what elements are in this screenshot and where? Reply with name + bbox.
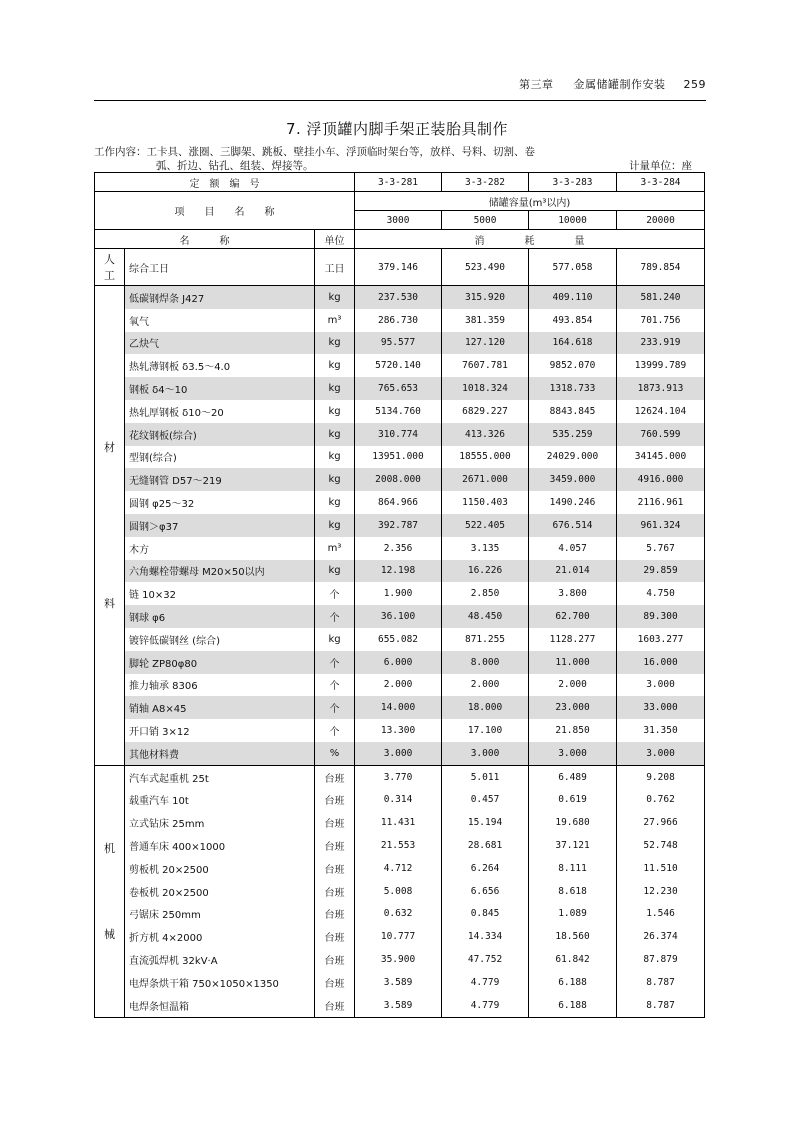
consumption-value: 1.546 bbox=[617, 903, 705, 926]
item-unit: 台班 bbox=[315, 880, 355, 903]
consumption-value: 3.770 bbox=[355, 765, 442, 788]
item-name: 卷板机 20×2500 bbox=[125, 880, 315, 903]
consumption-value: 36.100 bbox=[355, 605, 442, 628]
material-row bbox=[95, 582, 705, 605]
consumption-value: 3.135 bbox=[442, 537, 529, 560]
chapter-label: 第三章 bbox=[519, 78, 554, 91]
material-row bbox=[95, 423, 705, 446]
item-name: 推力轴承 8306 bbox=[125, 674, 315, 697]
item-name: 木方 bbox=[125, 537, 315, 560]
consumption-value: 5.008 bbox=[355, 880, 442, 903]
consumption-value: 34145.000 bbox=[617, 446, 705, 469]
consumption-value: 765.653 bbox=[355, 377, 442, 400]
consumption-value: 522.405 bbox=[442, 514, 529, 537]
machine-row bbox=[95, 857, 705, 880]
consumption-value: 237.530 bbox=[355, 286, 442, 309]
machine-row bbox=[95, 834, 705, 857]
item-unit: kg bbox=[315, 377, 355, 400]
consumption-value: 3.589 bbox=[355, 994, 442, 1017]
consumption-value: 3.000 bbox=[442, 742, 529, 765]
machine-row bbox=[95, 994, 705, 1017]
capacity-value: 5000 bbox=[442, 211, 529, 230]
consumption-value: 8.111 bbox=[529, 857, 617, 880]
machine-row bbox=[95, 948, 705, 971]
item-unit: 个 bbox=[315, 674, 355, 697]
work-content-label: 工作内容： bbox=[94, 146, 147, 158]
material-row bbox=[95, 628, 705, 651]
category-char: 人 bbox=[104, 253, 115, 266]
item-unit: 个 bbox=[315, 582, 355, 605]
consumption-value: 701.756 bbox=[617, 309, 705, 332]
consumption-value: 19.680 bbox=[529, 811, 617, 834]
column-header-consumption: 消 耗 量 bbox=[355, 230, 705, 249]
consumption-value: 871.255 bbox=[442, 628, 529, 651]
consumption-value: 1128.277 bbox=[529, 628, 617, 651]
quota-code-row bbox=[95, 173, 705, 192]
consumption-value: 676.514 bbox=[529, 514, 617, 537]
consumption-value: 961.324 bbox=[617, 514, 705, 537]
item-unit: kg bbox=[315, 423, 355, 446]
running-head bbox=[94, 76, 706, 92]
material-row bbox=[95, 696, 705, 719]
item-name: 其他材料费 bbox=[125, 742, 315, 765]
material-row bbox=[95, 651, 705, 674]
consumption-value: 8.000 bbox=[442, 651, 529, 674]
consumption-value: 3459.000 bbox=[529, 468, 617, 491]
item-unit: kg bbox=[315, 446, 355, 469]
consumption-value: 6.000 bbox=[355, 651, 442, 674]
material-row bbox=[95, 377, 705, 400]
item-unit: 个 bbox=[315, 696, 355, 719]
consumption-value: 2116.961 bbox=[617, 491, 705, 514]
consumption-value: 48.450 bbox=[442, 605, 529, 628]
item-name: 立式钻床 25mm bbox=[125, 811, 315, 834]
consumption-value: 310.774 bbox=[355, 423, 442, 446]
labor-row bbox=[95, 249, 705, 286]
consumption-value: 21.553 bbox=[355, 834, 442, 857]
consumption-value: 4.779 bbox=[442, 971, 529, 994]
item-unit: kg bbox=[315, 400, 355, 423]
capacity-label-row bbox=[95, 192, 705, 211]
item-name: 普通车床 400×1000 bbox=[125, 834, 315, 857]
machine-row bbox=[95, 811, 705, 834]
item-name: 电焊条烘干箱 750×1050×1350 bbox=[125, 971, 315, 994]
consumption-value: 16.000 bbox=[617, 651, 705, 674]
item-name: 钢板 δ4～10 bbox=[125, 377, 315, 400]
item-unit: 个 bbox=[315, 605, 355, 628]
item-name: 折方机 4×2000 bbox=[125, 925, 315, 948]
work-content-line2: 弧、折边、钻孔、组装、焊接等。 bbox=[156, 160, 314, 172]
column-header-row bbox=[95, 230, 705, 249]
material-row bbox=[95, 491, 705, 514]
item-unit: kg bbox=[315, 468, 355, 491]
consumption-value: 4916.000 bbox=[617, 468, 705, 491]
consumption-value: 95.577 bbox=[355, 332, 442, 355]
material-row bbox=[95, 674, 705, 697]
consumption-value: 1490.246 bbox=[529, 491, 617, 514]
item-unit: m³ bbox=[315, 309, 355, 332]
consumption-value: 0.314 bbox=[355, 789, 442, 812]
consumption-value: 233.919 bbox=[617, 332, 705, 355]
quota-code: 3-3-284 bbox=[617, 173, 705, 192]
consumption-value: 29.859 bbox=[617, 560, 705, 583]
consumption-value: 11.000 bbox=[529, 651, 617, 674]
consumption-value: 0.845 bbox=[442, 903, 529, 926]
consumption-value: 381.359 bbox=[442, 309, 529, 332]
machine-row bbox=[95, 971, 705, 994]
item-name-label: 项 目 名 称 bbox=[95, 192, 355, 230]
capacity-value: 10000 bbox=[529, 211, 617, 230]
item-unit: 台班 bbox=[315, 903, 355, 926]
consumption-value: 2.850 bbox=[442, 582, 529, 605]
item-unit: kg bbox=[315, 560, 355, 583]
item-name: 圆钢＞φ37 bbox=[125, 514, 315, 537]
item-unit: 台班 bbox=[315, 765, 355, 788]
quota-code: 3-3-281 bbox=[355, 173, 442, 192]
consumption-value: 13999.789 bbox=[617, 354, 705, 377]
consumption-value: 3.589 bbox=[355, 971, 442, 994]
item-unit: % bbox=[315, 742, 355, 765]
material-category bbox=[95, 286, 125, 766]
consumption-value: 52.748 bbox=[617, 834, 705, 857]
column-header-name: 名 称 bbox=[95, 230, 315, 249]
item-name: 综合工日 bbox=[125, 249, 315, 286]
consumption-value: 11.431 bbox=[355, 811, 442, 834]
item-unit: 台班 bbox=[315, 834, 355, 857]
consumption-value: 2.000 bbox=[529, 674, 617, 697]
labor-category bbox=[95, 249, 125, 286]
machine-row bbox=[95, 789, 705, 812]
section-label: 金属储罐制作安装 bbox=[573, 78, 666, 91]
consumption-value: 581.240 bbox=[617, 286, 705, 309]
item-unit: kg bbox=[315, 491, 355, 514]
consumption-value: 5134.760 bbox=[355, 400, 442, 423]
consumption-value: 1318.733 bbox=[529, 377, 617, 400]
item-name: 开口销 3×12 bbox=[125, 719, 315, 742]
category-char: 械 bbox=[104, 928, 115, 942]
capacity-value: 3000 bbox=[355, 211, 442, 230]
capacity-label: 储罐容量(m³以内) bbox=[355, 192, 705, 211]
consumption-value: 864.966 bbox=[355, 491, 442, 514]
category-char: 料 bbox=[104, 597, 115, 611]
consumption-value: 0.619 bbox=[529, 789, 617, 812]
item-unit: 个 bbox=[315, 651, 355, 674]
consumption-value: 14.334 bbox=[442, 925, 529, 948]
consumption-value: 1.089 bbox=[529, 903, 617, 926]
item-name: 脚轮 ZP80φ80 bbox=[125, 651, 315, 674]
consumption-value: 61.842 bbox=[529, 948, 617, 971]
item-unit: 个 bbox=[315, 719, 355, 742]
consumption-value: 87.879 bbox=[617, 948, 705, 971]
consumption-value: 11.510 bbox=[617, 857, 705, 880]
consumption-value: 17.100 bbox=[442, 719, 529, 742]
consumption-value: 577.058 bbox=[529, 249, 617, 286]
consumption-value: 315.920 bbox=[442, 286, 529, 309]
consumption-value: 4.712 bbox=[355, 857, 442, 880]
consumption-value: 8.787 bbox=[617, 994, 705, 1017]
consumption-value: 5.011 bbox=[442, 765, 529, 788]
consumption-value: 1873.913 bbox=[617, 377, 705, 400]
consumption-value: 4.779 bbox=[442, 994, 529, 1017]
item-unit: kg bbox=[315, 628, 355, 651]
consumption-value: 392.787 bbox=[355, 514, 442, 537]
consumption-value: 15.194 bbox=[442, 811, 529, 834]
consumption-value: 9852.070 bbox=[529, 354, 617, 377]
item-name: 型钢(综合) bbox=[125, 446, 315, 469]
consumption-value: 21.014 bbox=[529, 560, 617, 583]
consumption-value: 21.850 bbox=[529, 719, 617, 742]
consumption-value: 2.000 bbox=[442, 674, 529, 697]
consumption-value: 1603.277 bbox=[617, 628, 705, 651]
consumption-value: 127.120 bbox=[442, 332, 529, 355]
machine-row bbox=[95, 903, 705, 926]
header-rule bbox=[94, 100, 706, 101]
consumption-value: 3.000 bbox=[617, 742, 705, 765]
item-name: 无缝钢管 D57～219 bbox=[125, 468, 315, 491]
item-name: 直流弧焊机 32kV·A bbox=[125, 948, 315, 971]
consumption-value: 0.762 bbox=[617, 789, 705, 812]
consumption-value: 7607.781 bbox=[442, 354, 529, 377]
item-name: 电焊条恒温箱 bbox=[125, 994, 315, 1017]
consumption-value: 1018.324 bbox=[442, 377, 529, 400]
quota-code-label: 定 额 编 号 bbox=[95, 173, 355, 192]
consumption-value: 8.787 bbox=[617, 971, 705, 994]
item-name: 花纹钢板(综合) bbox=[125, 423, 315, 446]
consumption-value: 0.632 bbox=[355, 903, 442, 926]
consumption-value: 13.300 bbox=[355, 719, 442, 742]
consumption-value: 413.326 bbox=[442, 423, 529, 446]
consumption-value: 6.264 bbox=[442, 857, 529, 880]
consumption-value: 13951.000 bbox=[355, 446, 442, 469]
consumption-value: 10.777 bbox=[355, 925, 442, 948]
material-row bbox=[95, 286, 705, 309]
item-name: 镀锌低碳钢丝 (综合) bbox=[125, 628, 315, 651]
item-name: 弓锯床 250mm bbox=[125, 903, 315, 926]
quota-code: 3-3-283 bbox=[529, 173, 617, 192]
capacity-value: 20000 bbox=[617, 211, 705, 230]
material-row bbox=[95, 719, 705, 742]
consumption-value: 535.259 bbox=[529, 423, 617, 446]
consumption-value: 493.854 bbox=[529, 309, 617, 332]
item-unit: 台班 bbox=[315, 857, 355, 880]
consumption-value: 2008.000 bbox=[355, 468, 442, 491]
consumption-value: 760.599 bbox=[617, 423, 705, 446]
machine-row bbox=[95, 925, 705, 948]
consumption-value: 37.121 bbox=[529, 834, 617, 857]
consumption-value: 31.350 bbox=[617, 719, 705, 742]
material-row bbox=[95, 742, 705, 765]
item-name: 链 10×32 bbox=[125, 582, 315, 605]
item-unit: 台班 bbox=[315, 971, 355, 994]
material-row bbox=[95, 354, 705, 377]
consumption-value: 62.700 bbox=[529, 605, 617, 628]
work-content bbox=[94, 145, 706, 173]
category-char: 工 bbox=[104, 269, 115, 282]
item-unit: m³ bbox=[315, 537, 355, 560]
consumption-value: 523.490 bbox=[442, 249, 529, 286]
consumption-value: 12.198 bbox=[355, 560, 442, 583]
item-name: 热轧厚钢板 δ10～20 bbox=[125, 400, 315, 423]
item-unit: kg bbox=[315, 354, 355, 377]
page-title: 7. 浮顶罐内脚手架正装胎具制作 bbox=[285, 120, 509, 138]
machine-row bbox=[95, 880, 705, 903]
consumption-value: 6.656 bbox=[442, 880, 529, 903]
material-row bbox=[95, 446, 705, 469]
item-unit: 台班 bbox=[315, 948, 355, 971]
item-name: 热轧薄钢板 δ3.5～4.0 bbox=[125, 354, 315, 377]
consumption-value: 6.188 bbox=[529, 971, 617, 994]
consumption-value: 18.000 bbox=[442, 696, 529, 719]
consumption-value: 9.208 bbox=[617, 765, 705, 788]
item-unit: kg bbox=[315, 332, 355, 355]
consumption-value: 4.057 bbox=[529, 537, 617, 560]
consumption-value: 18.560 bbox=[529, 925, 617, 948]
consumption-value: 2.000 bbox=[355, 674, 442, 697]
consumption-value: 286.730 bbox=[355, 309, 442, 332]
consumption-value: 14.000 bbox=[355, 696, 442, 719]
item-name: 汽车式起重机 25t bbox=[125, 765, 315, 788]
column-header-unit: 单位 bbox=[315, 230, 355, 249]
item-name: 载重汽车 10t bbox=[125, 789, 315, 812]
page-number: 259 bbox=[683, 78, 706, 91]
consumption-value: 379.146 bbox=[355, 249, 442, 286]
consumption-value: 2671.000 bbox=[442, 468, 529, 491]
item-name: 销轴 A8×45 bbox=[125, 696, 315, 719]
item-name: 低碳钢焊条 J427 bbox=[125, 286, 315, 309]
material-row bbox=[95, 514, 705, 537]
consumption-value: 0.457 bbox=[442, 789, 529, 812]
quota-code: 3-3-282 bbox=[442, 173, 529, 192]
material-row bbox=[95, 537, 705, 560]
item-unit: kg bbox=[315, 514, 355, 537]
material-row bbox=[95, 560, 705, 583]
consumption-value: 3.000 bbox=[617, 674, 705, 697]
consumption-value: 27.966 bbox=[617, 811, 705, 834]
consumption-value: 409.110 bbox=[529, 286, 617, 309]
consumption-value: 28.681 bbox=[442, 834, 529, 857]
consumption-value: 12.230 bbox=[617, 880, 705, 903]
material-row bbox=[95, 309, 705, 332]
unit-label: 计量单位：座 bbox=[629, 160, 692, 172]
consumption-value: 89.300 bbox=[617, 605, 705, 628]
item-unit: 台班 bbox=[315, 811, 355, 834]
consumption-value: 16.226 bbox=[442, 560, 529, 583]
item-unit: 工日 bbox=[315, 249, 355, 286]
consumption-value: 33.000 bbox=[617, 696, 705, 719]
consumption-value: 1.900 bbox=[355, 582, 442, 605]
item-name: 剪板机 20×2500 bbox=[125, 857, 315, 880]
machine-category bbox=[95, 765, 125, 1017]
consumption-value: 23.000 bbox=[529, 696, 617, 719]
consumption-value: 655.082 bbox=[355, 628, 442, 651]
material-row bbox=[95, 400, 705, 423]
item-name: 氧气 bbox=[125, 309, 315, 332]
category-char: 材 bbox=[104, 441, 115, 455]
material-row bbox=[95, 332, 705, 355]
consumption-value: 5.767 bbox=[617, 537, 705, 560]
consumption-value: 164.618 bbox=[529, 332, 617, 355]
consumption-value: 35.900 bbox=[355, 948, 442, 971]
consumption-value: 26.374 bbox=[617, 925, 705, 948]
consumption-value: 3.000 bbox=[355, 742, 442, 765]
consumption-value: 4.750 bbox=[617, 582, 705, 605]
consumption-value: 8.618 bbox=[529, 880, 617, 903]
item-name: 六角螺栓带螺母 M20×50以内 bbox=[125, 560, 315, 583]
item-unit: kg bbox=[315, 286, 355, 309]
consumption-value: 3.000 bbox=[529, 742, 617, 765]
machine-row bbox=[95, 765, 705, 788]
consumption-value: 2.356 bbox=[355, 537, 442, 560]
item-name: 钢球 φ6 bbox=[125, 605, 315, 628]
consumption-value: 789.854 bbox=[617, 249, 705, 286]
consumption-value: 12624.104 bbox=[617, 400, 705, 423]
consumption-value: 6.188 bbox=[529, 994, 617, 1017]
item-name: 圆钢 φ25～32 bbox=[125, 491, 315, 514]
material-row bbox=[95, 605, 705, 628]
quota-table bbox=[94, 172, 705, 1018]
item-unit: 台班 bbox=[315, 789, 355, 812]
consumption-value: 6829.227 bbox=[442, 400, 529, 423]
consumption-value: 8843.845 bbox=[529, 400, 617, 423]
item-name: 乙炔气 bbox=[125, 332, 315, 355]
consumption-value: 18555.000 bbox=[442, 446, 529, 469]
consumption-value: 6.489 bbox=[529, 765, 617, 788]
item-unit: 台班 bbox=[315, 925, 355, 948]
consumption-value: 3.800 bbox=[529, 582, 617, 605]
consumption-value: 24029.000 bbox=[529, 446, 617, 469]
item-unit: 台班 bbox=[315, 994, 355, 1017]
consumption-value: 47.752 bbox=[442, 948, 529, 971]
consumption-value: 1150.403 bbox=[442, 491, 529, 514]
consumption-value: 5720.140 bbox=[355, 354, 442, 377]
work-content-line1: 工卡具、涨圈、三脚架、跳板、壁挂小车、浮顶临时架台等，放样、号料、切割、卷 bbox=[146, 146, 535, 158]
category-char: 机 bbox=[104, 842, 115, 856]
material-row bbox=[95, 468, 705, 491]
